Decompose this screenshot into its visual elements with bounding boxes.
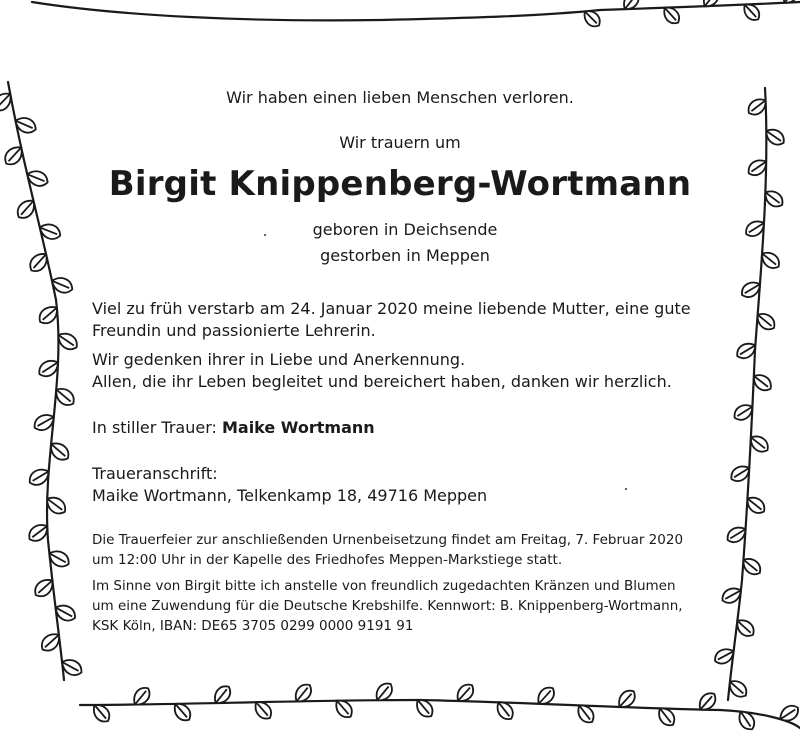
paragraph1-line1: Viel zu früh verstarb am 24. Januar 2020 meine liebende Mutter, eine gute bbox=[92, 299, 691, 318]
birthplace: geboren in Deichsende bbox=[312, 220, 498, 239]
deceased-name: Birgit Knippenberg-Wortmann bbox=[108, 164, 692, 204]
deathplace: gestorben in Meppen bbox=[320, 246, 490, 265]
paragraph1-line2: Freundin und passionierte Lehrerin. bbox=[92, 321, 376, 340]
funeral-line2: um 12:00 Uhr in der Kapelle des Friedhofes Meppen-Markstiege statt. bbox=[92, 552, 563, 568]
address-label: Traueranschrift: bbox=[92, 464, 218, 483]
mourners-line bbox=[92, 417, 375, 439]
address-line: Maike Wortmann, Telkenkamp 18, 49716 Meppen bbox=[92, 486, 488, 505]
donation-line3: KSK Köln, IBAN: DE65 3705 0299 0000 9191 91 bbox=[92, 618, 414, 634]
mourner-name: Maike Wortmann bbox=[221, 418, 375, 437]
intro-line: Wir haben einen lieben Menschen verloren. bbox=[226, 88, 574, 107]
vine-leaf bbox=[49, 274, 75, 295]
funeral-line1: Die Trauerfeier zur anschließenden Urnenbeisetzung findet am Freitag, 7. Februar 2020 bbox=[92, 532, 684, 548]
mourners-label: In stiller Trauer: bbox=[92, 418, 222, 437]
paragraph2-line2: Allen, die ihr Leben begleitet und bereichert haben, danken wir herzlich. bbox=[92, 372, 672, 391]
donation-line1: Im Sinne von Birgit bitte ich anstelle von freundlich zugedachten Kränzen und Blumen bbox=[92, 578, 676, 594]
speck bbox=[625, 488, 627, 490]
donation-line2: um eine Zuwendung für die Deutsche Krebshilfe. Kennwort: B. Knippenberg-Wortmann, bbox=[92, 598, 683, 614]
vine-leaf bbox=[37, 221, 63, 242]
speck bbox=[264, 234, 266, 236]
vine-leaf bbox=[620, 0, 642, 13]
mourn-line: Wir trauern um bbox=[339, 133, 461, 152]
paragraph2-line1: Wir gedenken ihrer in Liebe und Anerkennung. bbox=[92, 350, 466, 369]
